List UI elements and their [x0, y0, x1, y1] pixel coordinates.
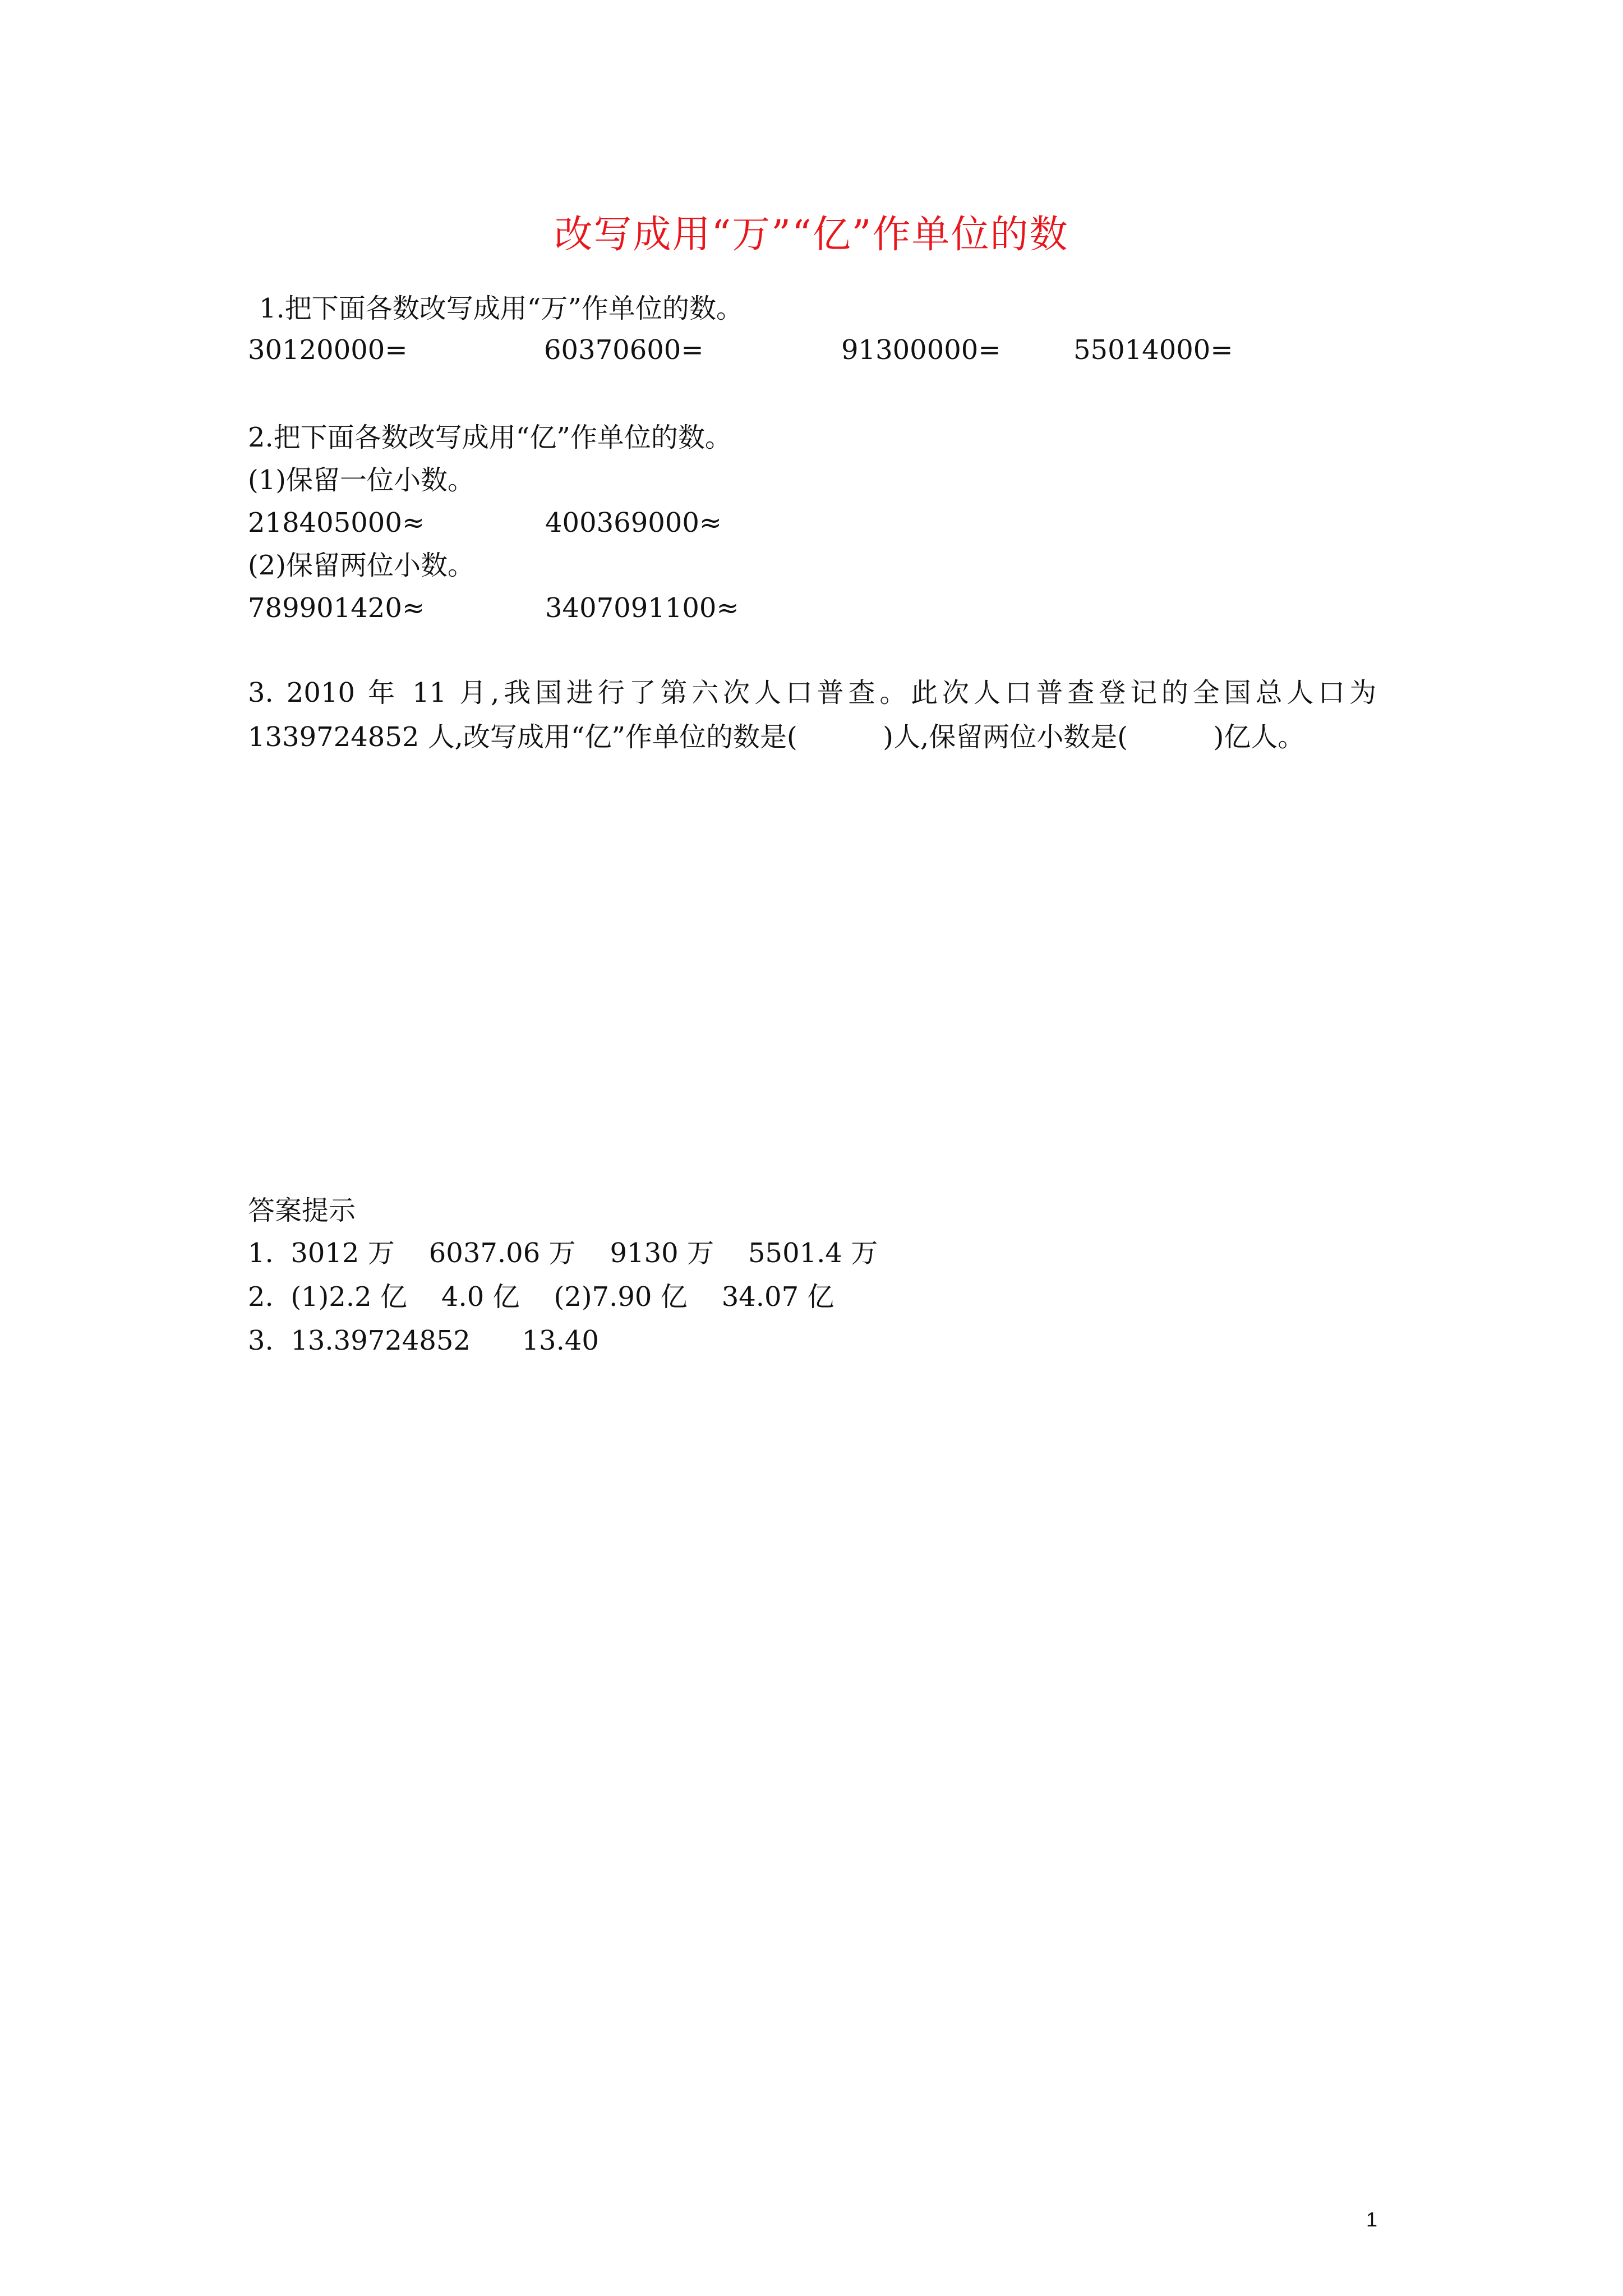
- question-2-item: 400369000≈: [545, 507, 722, 539]
- question-2-item: 789901420≈: [248, 592, 425, 624]
- question-1-item: 30120000=: [248, 334, 408, 366]
- question-1-prompt: 1.把下面各数改写成用“万”作单位的数。: [259, 293, 743, 324]
- question-1-item: 55014000=: [1073, 334, 1233, 366]
- page-number: 1: [1366, 2208, 1378, 2231]
- answer-line-2: 2. (1)2.2 亿 4.0 亿 (2)7.90 亿 34.07 亿: [248, 1281, 834, 1313]
- answers-heading: 答案提示: [248, 1195, 356, 1226]
- question-1-item: 91300000=: [841, 334, 1001, 366]
- question-3-line-1: 3. 2010 年 11 月,我国进行了第六次人口普查。此次人口普查登记的全国总人口为: [248, 677, 1376, 708]
- question-2-item: 218405000≈: [248, 507, 425, 539]
- answer-line-1: 1. 3012 万 6037.06 万 9130 万 5501.4 万: [248, 1237, 878, 1269]
- question-2-part-2-label: (2)保留两位小数。: [248, 550, 474, 581]
- question-3-line-2: 1339724852 人,改写成用“亿”作单位的数是( )人,保留两位小数是( )亿人。: [248, 721, 1305, 753]
- page-title: 改写成用“万”“亿”作单位的数: [554, 213, 1069, 257]
- question-2-part-1-label: (1)保留一位小数。: [248, 464, 474, 496]
- question-1-item: 60370600=: [544, 334, 704, 366]
- question-2-prompt: 2.把下面各数改写成用“亿”作单位的数。: [248, 422, 732, 453]
- question-2-item: 3407091100≈: [545, 592, 739, 624]
- answer-line-3: 3. 13.39724852 13.40: [248, 1325, 599, 1356]
- question-3: [248, 671, 1376, 760]
